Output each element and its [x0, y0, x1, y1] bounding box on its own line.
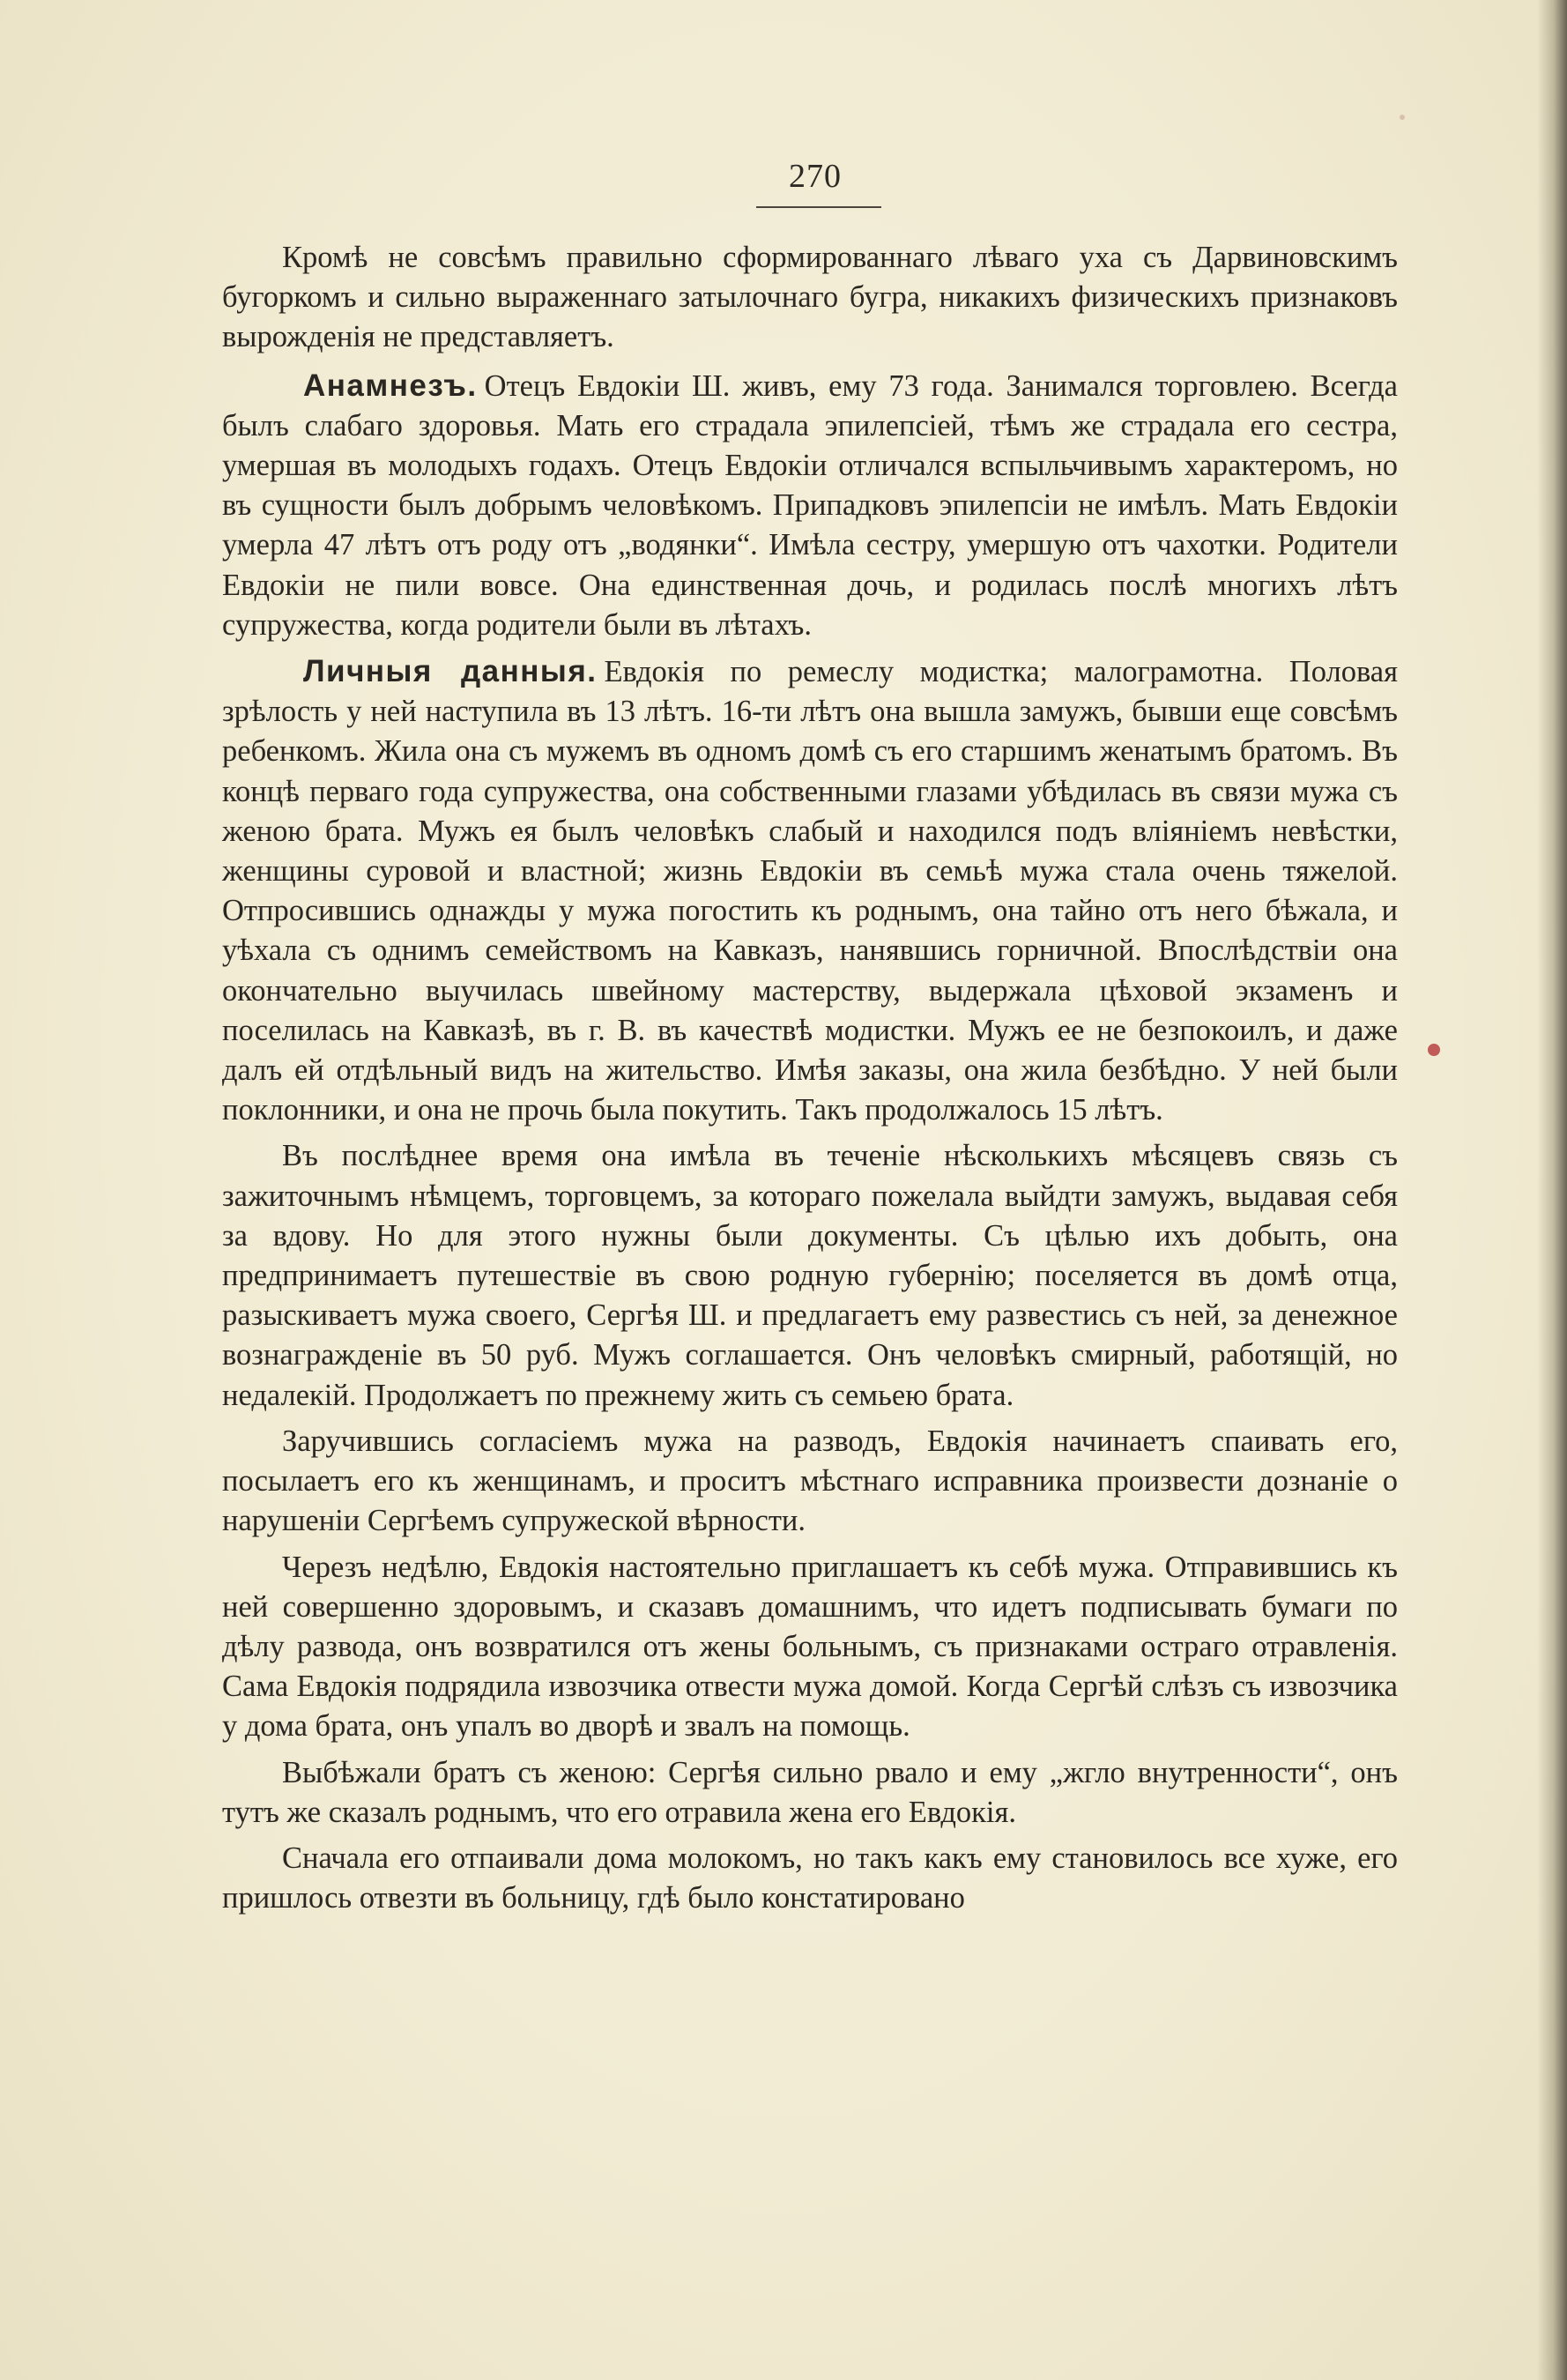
paragraph-text: Сначала его отпаивали дома молокомъ, но такъ какъ ему становилось все хуже, его пришлось отвезти въ больницу, гдѣ было констатировано [222, 1841, 1398, 1915]
body-text [222, 238, 1398, 1924]
paragraph-text: Въ послѣднее время она имѣла въ теченіе нѣсколькихъ мѣсяцевъ связь съ зажиточнымъ нѣмцемъ, торговцемъ, за котораго пожелала выйдти замужъ, выдавая себя за вдову. Но для этого нужны были документы. Съ цѣлью ихъ добыть, она предпринимаетъ путешествіе въ свою родную губернію; поселяется въ домѣ отца, разыскиваетъ мужа своего, Сергѣя Ш. и предлагаетъ ему развестись съ ней, за денежное вознагражденіе въ 50 руб. Мужъ соглашается. Онъ человѣкъ смирный, работящій, но недалекій. Продолжаетъ по прежнему жить съ семьею брата. [222, 1139, 1398, 1412]
paragraph-poisoning [222, 1548, 1398, 1747]
paragraph-recent-time [222, 1136, 1398, 1415]
paragraph-anamnesis [222, 366, 1398, 645]
paragraph-text: Заручившись согласіемъ мужа на разводъ, Евдокія начинаетъ спаивать его, посылаетъ его къ женщинамъ, и проситъ мѣстнаго исправника произвести дознаніе о нарушеніи Сергѣемъ супружеской вѣрности. [222, 1424, 1398, 1538]
section-heading-personal-data: Личныя данныя. [303, 654, 598, 689]
paragraph-hospital [222, 1839, 1398, 1918]
paper-speck [1400, 115, 1405, 120]
paragraph-text: Евдокія по ремеслу модистка; малограмотна. Половая зрѣлость у ней наступила въ 13 лѣтъ. 16-ти лѣтъ она вышла замужъ, бывши еще совсѣмъ ребенкомъ. Жила она съ мужемъ въ одномъ домѣ съ его старшимъ женатымъ братомъ. Въ концѣ перваго года супружества, она собственными глазами убѣдилась въ связи мужа съ женою брата. Мужъ ея былъ человѣкъ слабый и находился подъ вліяніемъ невѣстки, женщины суровой и властной; жизнь Евдокіи въ семьѣ мужа стала очень тяжелой. Отпросившись однажды у мужа погостить къ роднымъ, она тайно отъ него бѣжала, и уѣхала съ однимъ семействомъ на Кавказъ, нанявшись горничной. Впослѣдствіи она окончательно выучилась швейному мастерству, выдержала цѣховой экзаменъ и поселилась на Кавказѣ, въ г. В. въ качествѣ модистки. Мужъ ее не безпокоилъ, и даже далъ ей отдѣльный видъ на жительство. Имѣя заказы, она жила безбѣдно. У ней были поклонники, и она не прочь была покутить. Такъ продолжалось 15 лѣтъ. [222, 655, 1398, 1127]
section-heading-anamnesis: Анамнезъ. [303, 368, 478, 403]
paragraph-intro [222, 238, 1398, 358]
paragraph-divorce-consent [222, 1422, 1398, 1542]
paragraph-text: Кромѣ не совсѣмъ правильно сформированнаго лѣваго уха съ Дарвиновскимъ бугоркомъ и сильно выраженнаго затылочнаго бугра, никакихъ физическихъ признаковъ вырожденія не представляетъ. [222, 241, 1398, 354]
ink-dot-mark [1428, 1044, 1440, 1056]
page-edge-shadow [1537, 0, 1567, 2380]
page-number: 270 [789, 158, 842, 195]
paragraph-personal-data [222, 651, 1398, 1130]
paragraph-text: Черезъ недѣлю, Евдокія настоятельно приглашаетъ къ себѣ мужа. Отправившись къ ней совершенно здоровымъ, и сказавъ домашнимъ, что идетъ подписывать бумаги по дѣлу развода, онъ возвратился отъ жены больнымъ, съ признаками остраго отравленія. Сама Евдокія подрядила извозчика отвести мужа домой. Когда Сергѣй слѣзъ съ извозчика у дома брата, онъ упалъ во дворѣ и звалъ на помощь. [222, 1550, 1398, 1744]
paragraph-text: Отецъ Евдокіи Ш. живъ, ему 73 года. Занимался торговлею. Всегда былъ слабаго здоровья. Мать его страдала эпилепсіей, тѣмъ же страдала его сестра, умершая въ молодыхъ годахъ. Отецъ Евдокіи отличался вспыльчивымъ характеромъ, но въ сущности былъ добрымъ человѣкомъ. Припадковъ эпилепсіи не имѣлъ. Мать Евдокіи умерла 47 лѣтъ отъ роду отъ „водянки“. Имѣла сестру, умершую отъ чахотки. Родители Евдокіи не пили вовсе. Она единственная дочь, и родилась послѣ многихъ лѣтъ супружества, когда родители были въ лѣтахъ. [222, 368, 1398, 642]
paragraph-brother [222, 1753, 1398, 1833]
paragraph-text: Выбѣжали братъ съ женою: Сергѣя сильно рвало и ему „жгло внутренности“, онъ тутъ же сказалъ роднымъ, что его отравила жена его Евдокія. [222, 1755, 1398, 1829]
page-number-rule [756, 206, 881, 208]
